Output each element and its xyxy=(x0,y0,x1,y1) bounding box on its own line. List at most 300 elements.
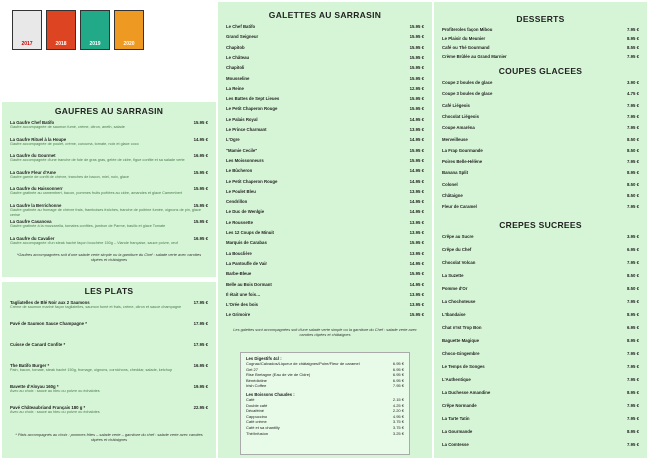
menu-item xyxy=(10,203,208,218)
menu-item xyxy=(226,312,424,317)
menu-item-line xyxy=(442,170,639,175)
item-price: 7.95 € xyxy=(627,27,639,32)
menu-item xyxy=(226,117,424,122)
menu-item-line xyxy=(226,158,424,163)
item-price: 14.95 € xyxy=(409,260,424,266)
item-price: 14.95 € xyxy=(409,168,424,174)
menu-item xyxy=(10,186,208,196)
item-name: Fleur de Caramel xyxy=(442,204,477,210)
menu-item-line xyxy=(226,302,424,307)
menu-item-line xyxy=(226,148,424,153)
menu-item xyxy=(442,338,639,343)
menu-item-line xyxy=(226,24,424,29)
plats-title: LES PLATS xyxy=(84,286,134,296)
item-description: Gaufre gratinée au fromage de chèvre frais, framboises fraîches, tranche de poitrine fumée, oignons de pin, glace cerise xyxy=(10,207,202,217)
item-name: Le Palais Royal xyxy=(226,116,258,122)
menu-item xyxy=(442,114,639,119)
menu-item-line xyxy=(226,209,424,214)
menu-item-line xyxy=(442,377,639,382)
guide-books-image xyxy=(12,10,152,52)
item-description: Gaufre accompagnée de poulet, crème, curcuma, tomate, noix et glace coco xyxy=(10,141,139,146)
menu-item xyxy=(226,106,424,111)
drink-row xyxy=(246,431,404,437)
menu-item xyxy=(226,199,424,204)
menu-item xyxy=(226,209,424,214)
item-name: Cuisse de Canard Confite * xyxy=(10,342,66,347)
book-cover: 2019 xyxy=(80,10,110,50)
item-price: 17.95 € xyxy=(193,300,208,305)
item-name: Chapitob xyxy=(226,44,245,50)
item-name: Le Petit Chaperon Rouge xyxy=(226,106,278,112)
menu-item xyxy=(226,251,424,256)
item-name: Les 12 Coups de Minuit xyxy=(226,230,274,235)
item-price: 15.95 € xyxy=(409,44,424,50)
menu-item-line xyxy=(10,342,208,347)
item-price: 8.95 € xyxy=(627,429,639,434)
item-name: La Bouclière xyxy=(226,250,252,256)
galettes-note: Les galettes sont accompagnées soit d'une salade verte simple ou la garniture du Chef : salade verte avec carottes râpées et châtaignes xyxy=(233,327,417,337)
menu-item-line xyxy=(442,299,639,304)
item-price: 14.95 € xyxy=(409,199,424,205)
item-name: Choco-Gingembre xyxy=(442,351,480,356)
coupes-title: COUPES GLACEES xyxy=(498,66,583,76)
item-price: 8.50 € xyxy=(627,136,639,142)
menu-item-line xyxy=(226,34,424,39)
item-name: Coupe 3 boules de glace xyxy=(442,91,493,97)
item-name: Chapitoli xyxy=(226,65,245,71)
menu-item xyxy=(442,286,639,291)
item-name: Pavé Châteaubriand Français 180 g * xyxy=(10,405,86,410)
drink-name: Cappuccino xyxy=(246,413,268,419)
menu-item-line xyxy=(226,96,424,101)
item-price: 15.95 € xyxy=(409,147,424,153)
item-price: 7.95 € xyxy=(627,159,639,165)
menu-item-line xyxy=(226,189,424,194)
menu-item-line xyxy=(442,27,639,32)
menu-item-line xyxy=(442,325,639,330)
item-name: Crêpe au Sucre xyxy=(442,234,474,239)
item-name: Banana Split xyxy=(442,170,469,176)
item-price: 7.95 € xyxy=(627,102,639,108)
menu-item-line xyxy=(442,312,639,317)
menu-item xyxy=(10,321,208,326)
menu-item xyxy=(442,377,639,382)
menu-item xyxy=(226,168,424,173)
menu-item-line xyxy=(226,230,424,235)
item-name: Colonel xyxy=(442,181,458,187)
menu-item xyxy=(226,45,424,50)
item-name: La Gaufre Fleur d'Ame xyxy=(10,169,56,175)
menu-item-line xyxy=(442,403,639,408)
menu-item-line xyxy=(226,117,424,122)
item-name: Pavé de Saumon Sauce Champagne * xyxy=(10,321,87,326)
item-price: 17.95 € xyxy=(193,342,208,347)
item-price: 15.95 € xyxy=(409,65,424,71)
galettes-title: GALETTES AU SARRASIN xyxy=(268,10,382,20)
item-name: L'Ogre xyxy=(226,137,240,143)
drink-name: Bénédictine xyxy=(246,377,267,383)
item-price: 15.95 € xyxy=(193,202,208,208)
menu-item xyxy=(226,261,424,266)
item-name: La Gaufre la Berrichonne xyxy=(10,202,62,208)
item-name: Le Chef Batifo xyxy=(226,24,256,29)
menu-item xyxy=(226,282,424,287)
item-price: 8.95 € xyxy=(627,312,639,317)
item-name: La Gaufre Casanova xyxy=(10,219,52,224)
menu-item-line xyxy=(442,45,639,50)
menu-item-line xyxy=(226,168,424,173)
item-name: Profiteroles façon Mibou xyxy=(442,27,493,32)
menu-item-line xyxy=(442,125,639,130)
item-price: 8.50 € xyxy=(627,147,639,153)
item-name: Le Roussette xyxy=(226,219,253,225)
item-price: 17.95 € xyxy=(193,321,208,326)
drink-name: Thé/Infusion xyxy=(246,430,269,436)
plats-note: * Plats accompagnés au choix : pommes frites – salade verte – garniture du chef : salade verte avec carottes râpées et châtaignes xyxy=(15,432,203,442)
menu-item xyxy=(442,54,639,59)
item-description: Avec au choix : sauce au bleu ou poivre ou échalotes xyxy=(10,410,100,414)
item-name: La Duchesse Amandine xyxy=(442,390,491,395)
item-name: Poires Belle-Hélène xyxy=(442,159,483,165)
item-price: 3.90 € xyxy=(627,80,639,85)
item-price: 8.95 € xyxy=(627,338,639,343)
menu-item xyxy=(226,292,424,297)
menu-item-line xyxy=(226,292,424,297)
book-cover: 2017 xyxy=(12,10,42,50)
gaufres-section xyxy=(2,102,216,277)
item-price: 19.95 € xyxy=(193,384,208,389)
item-description: Crème de saumon mariné façon tagliatelles, saumon fumé et frais, crème, citron et sauce champagne xyxy=(10,305,182,309)
menu-item xyxy=(442,416,639,421)
item-name: Chocolat Volcan xyxy=(442,260,476,265)
menu-item xyxy=(10,120,208,130)
item-price: 16.95 € xyxy=(193,363,208,368)
item-price: 15.95 € xyxy=(409,96,424,102)
menu-item xyxy=(442,182,639,187)
item-price: 15.95 € xyxy=(193,219,208,224)
menu-item-line xyxy=(226,199,424,204)
item-name: Mousseline xyxy=(226,75,250,81)
item-price: 13.95 € xyxy=(409,188,424,194)
menu-item xyxy=(226,179,424,184)
item-name: Grand Seigneur xyxy=(226,34,259,40)
menu-item-line xyxy=(442,338,639,343)
menu-item xyxy=(442,27,639,32)
menu-item xyxy=(226,55,424,60)
menu-item xyxy=(442,260,639,265)
drink-name: Irish Coffee xyxy=(246,383,267,389)
menu-item xyxy=(442,204,639,209)
menu-item-line xyxy=(442,114,639,119)
item-price: 7.95 € xyxy=(627,260,639,265)
item-price: 8.50 € xyxy=(627,181,639,187)
menu-item xyxy=(10,219,208,229)
item-description: Gaufre accompagnée d'une tranche de foie de gras gras, gelée de cidre, figue confite et sa salade verte xyxy=(10,158,185,162)
menu-item xyxy=(226,76,424,81)
menu-item xyxy=(10,363,208,373)
item-name: Crêpe Normande xyxy=(442,403,477,408)
menu-item-line xyxy=(226,220,424,225)
item-name: Tagliatelles de Blé Noir aux 2 Saumons xyxy=(10,300,90,305)
item-name: Le Petit Chaperon Rouge xyxy=(226,178,278,184)
item-name: Barbe-Bleue xyxy=(226,271,252,277)
item-price: 3.95 € xyxy=(627,234,639,239)
item-price: 14.95 € xyxy=(409,281,424,287)
item-description: Avec au choix : sauce au bleu ou poivre ou échalotes xyxy=(10,389,100,393)
menu-item-line xyxy=(442,36,639,41)
menu-item-line xyxy=(442,260,639,265)
menu-item-line xyxy=(442,193,639,198)
menu-item xyxy=(226,34,424,39)
book-cover: 2020 xyxy=(114,10,144,50)
item-name: Le Temps de Songes xyxy=(442,364,485,369)
menu-item xyxy=(10,405,208,415)
item-name: Café Liégeois xyxy=(442,102,470,108)
item-price: 7.95 € xyxy=(627,113,639,119)
drink-price: 3.75 € xyxy=(392,419,404,425)
item-name: Café ou Thé Gourmand xyxy=(442,45,490,50)
item-price: 13.95 € xyxy=(409,250,424,256)
item-price: 8.50 € xyxy=(627,193,639,198)
item-name: Châtaigne xyxy=(442,193,463,198)
item-price: 13.95 € xyxy=(409,127,424,132)
item-name: Le Grimoire xyxy=(226,312,251,318)
menu-item xyxy=(442,36,639,41)
item-name: La Gaufre Rituel à la Houpe xyxy=(10,136,67,142)
menu-item-line xyxy=(226,55,424,60)
menu-item xyxy=(442,273,639,278)
menu-item xyxy=(442,403,639,408)
item-price: 8.50 € xyxy=(627,286,639,291)
menu-item-line xyxy=(226,240,424,245)
menu-item-line xyxy=(226,76,424,81)
drink-price: 7.95 € xyxy=(392,383,404,389)
item-name: L'Authentique xyxy=(442,377,471,382)
menu-item xyxy=(226,240,424,245)
item-price: 15.95 € xyxy=(409,157,424,163)
item-price: 15.95 € xyxy=(193,120,208,125)
item-name: Le Duc de Wenlgie xyxy=(226,209,265,215)
drink-price: 6.95 € xyxy=(392,361,404,366)
drink-price: 6.95 € xyxy=(392,366,404,372)
menu-item xyxy=(226,220,424,225)
menu-item-line xyxy=(442,91,639,96)
menu-item-line xyxy=(226,179,424,184)
menu-item-line xyxy=(226,106,424,111)
menu-item-line xyxy=(226,271,424,276)
menu-item-line xyxy=(442,286,639,291)
item-name: Crêpe du Chef xyxy=(442,247,472,252)
item-name: Les Battes de Sept Lieues xyxy=(226,96,280,102)
item-name: La Gaufre du Cavalier xyxy=(10,235,55,241)
item-price: 7.95 € xyxy=(627,299,639,304)
item-price: 15.95 € xyxy=(193,169,208,175)
item-price: 7.95 € xyxy=(627,403,639,408)
item-name: Le Bûcheron xyxy=(226,168,253,174)
menu-item xyxy=(226,230,424,235)
column-desserts xyxy=(434,2,647,458)
item-description: Gaufre garnie de confit de chèvre, tranches de bacon, miel, noix, glace xyxy=(10,174,130,179)
menu-item xyxy=(442,103,639,108)
item-name: La Reine xyxy=(226,85,244,91)
item-price: 13.95 € xyxy=(409,230,424,235)
menu-item xyxy=(10,342,208,347)
item-price: 7.95 € xyxy=(627,364,639,369)
menu-item-line xyxy=(226,86,424,91)
menu-item xyxy=(442,312,639,317)
item-name: L'Ibandaise xyxy=(442,312,466,317)
item-price: 15.95 € xyxy=(409,24,424,29)
item-price: 7.95 € xyxy=(627,125,639,131)
item-name: Le Poulet Bleu xyxy=(226,188,256,194)
item-name: Merveilleuse xyxy=(442,136,468,142)
menu-item xyxy=(226,96,424,101)
menu-item xyxy=(10,153,208,163)
menu-item-line xyxy=(226,127,424,132)
item-price: 6.95 € xyxy=(627,325,639,330)
menu-item xyxy=(442,351,639,356)
gaufres-note: *Gaufres accompagnées soit d'une salade verte simple ou la garniture du Chef : salade verte avec carottes râpées et châtaignes xyxy=(16,252,202,262)
item-name: Le Plaisir du Meunier xyxy=(442,36,486,41)
item-name: Baguette Magique xyxy=(442,338,480,343)
drink-price: 3.25 € xyxy=(392,430,404,436)
drink-price: 2.20 € xyxy=(392,408,404,414)
menu-item-line xyxy=(442,390,639,395)
item-name: Crème Brûlée au Grand Marnier xyxy=(442,54,507,59)
item-price: 8.95 € xyxy=(627,36,639,41)
menu-item xyxy=(442,148,639,153)
item-name: La Pantoufle de Vair xyxy=(226,260,268,266)
item-price: 15.95 € xyxy=(409,271,424,277)
item-description: Gaufre gratinée à la mozzarella, tomates confites, jambon de Parme, basilic et glace Tomate xyxy=(10,224,166,228)
menu-item-line xyxy=(226,137,424,142)
menu-item xyxy=(226,189,424,194)
menu-item xyxy=(226,24,424,29)
item-price: 8.95 € xyxy=(627,390,639,395)
plats-section xyxy=(2,282,216,458)
menu-item-line xyxy=(226,251,424,256)
item-name: Bavette d'Aloyau 160g * xyxy=(10,384,59,389)
drink-price: 6.95 € xyxy=(392,372,404,378)
item-price: 15.95 € xyxy=(409,240,424,246)
menu-item xyxy=(442,299,639,304)
item-name: Coupe 2 boules de glace xyxy=(442,80,493,85)
menu-item-line xyxy=(10,321,208,326)
item-name: Pomme d'Or xyxy=(442,286,468,291)
boissons-title: Les Boissons Chaudes : xyxy=(246,391,295,397)
menu-item-line xyxy=(442,429,639,434)
drinks-box xyxy=(240,352,410,455)
item-description: Pain, bacon, tomate, steak haché 150g, fromage, oignons, cornichons, cheddar, salade, ketchup xyxy=(10,368,173,372)
menu-item-line xyxy=(442,351,639,356)
menu-item-line xyxy=(442,204,639,209)
crepes-title: CREPES SUCREES xyxy=(499,220,582,230)
item-price: 15.95 € xyxy=(409,54,424,60)
drink-name: Café et sa chantilly xyxy=(246,424,280,430)
item-name: La Suzette xyxy=(442,273,464,278)
item-price: 14.95 € xyxy=(409,178,424,184)
item-price: 14.95 € xyxy=(409,137,424,143)
menu-item-line xyxy=(442,442,639,447)
item-name: La Gourmande xyxy=(442,429,473,434)
column-gaufres-plats xyxy=(2,2,216,458)
menu-item xyxy=(442,364,639,369)
item-price: 14.95 € xyxy=(409,116,424,122)
menu-item xyxy=(10,137,208,147)
item-name: La Frap Gourmande xyxy=(442,147,483,153)
menu-item xyxy=(226,65,424,70)
menu-item xyxy=(442,45,639,50)
drink-name: Rise Bretagne (Eau de vie de Cidre) xyxy=(246,372,311,378)
book-cover: 2018 xyxy=(46,10,76,50)
item-name: La Chochoteuse xyxy=(442,299,476,304)
item-price: 15.95 € xyxy=(409,75,424,81)
drink-price: 3.75 € xyxy=(392,424,404,430)
item-description: Gaufre accompagnée d'un steak haché façon bouchère 150g – Viande française, sauce poivre, œuf xyxy=(10,240,178,245)
menu-item xyxy=(226,86,424,91)
drink-name: Double café xyxy=(246,402,268,408)
menu-item-line xyxy=(442,182,639,187)
item-price: 8.95 € xyxy=(627,170,639,176)
item-price: 8.55 € xyxy=(627,45,639,50)
drink-price: 2.15 € xyxy=(392,396,404,402)
item-price: 22.95 € xyxy=(193,405,208,410)
drink-name: Café crème xyxy=(246,419,267,425)
drink-price: 4.25 € xyxy=(392,402,404,408)
item-name: Le Château xyxy=(226,54,250,60)
item-name: Le Prince Charmant xyxy=(226,127,267,132)
item-price: 6.95 € xyxy=(627,247,639,252)
menu-item xyxy=(442,137,639,142)
menu-item xyxy=(442,234,639,239)
gaufres-title: GAUFRES AU SARRASIN xyxy=(54,106,164,116)
item-price: 16.95 € xyxy=(193,153,208,158)
item-price: 15.95 € xyxy=(193,186,208,191)
item-name: Cendrillon xyxy=(226,199,248,205)
menu-item xyxy=(442,91,639,96)
drink-name: Get 27 xyxy=(246,366,259,372)
item-price: 7.95 € xyxy=(627,204,639,210)
drink-name: Décaféiné xyxy=(246,408,265,414)
menu-item-line xyxy=(442,137,639,142)
column-galettes xyxy=(218,2,432,458)
menu-item xyxy=(10,300,208,310)
item-price: 13.95 € xyxy=(409,291,424,297)
menu-item xyxy=(226,271,424,276)
item-name: Les Moissonneurs xyxy=(226,157,264,163)
menu-item-line xyxy=(442,247,639,252)
menu-item xyxy=(226,148,424,153)
item-name: La Tarte Tatin xyxy=(442,416,470,421)
item-name: Marquis de Carabas xyxy=(226,240,267,246)
menu-item-line xyxy=(226,261,424,266)
item-price: 8.50 € xyxy=(627,273,639,278)
item-description: Gaufre gratinée au camembert, bacon, pommes fruits poêlées au cidre, amandes et glace Camembert xyxy=(10,191,183,195)
menu-item-line xyxy=(226,45,424,50)
item-price: 12.95 € xyxy=(409,85,424,91)
drink-name: Cognac/Calvados/Liqueur de châtaignes/Poire/Fleur de caramel xyxy=(246,361,360,366)
menu-item-line xyxy=(442,80,639,85)
menu-item-line xyxy=(442,273,639,278)
digestifs-title: Les Digestifs 4cl : xyxy=(246,356,282,361)
menu-item-line xyxy=(226,282,424,287)
item-name: Il était une fois… xyxy=(226,291,261,297)
item-name: La Comtesse xyxy=(442,442,469,447)
item-price: 7.95 € xyxy=(627,442,639,447)
item-name: La Gaufre du Haissonnerr xyxy=(10,186,63,191)
item-price: 14.95 € xyxy=(409,209,424,215)
drink-price: 6.95 € xyxy=(392,377,404,383)
